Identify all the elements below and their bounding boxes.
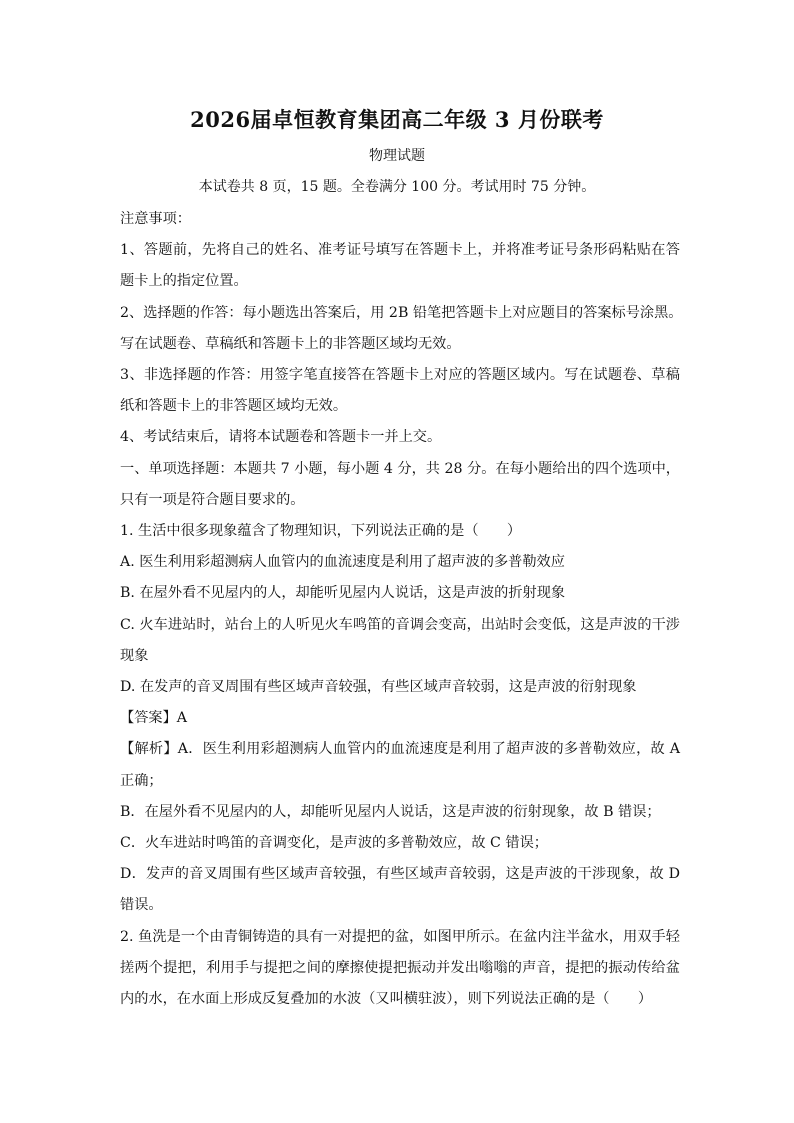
- notes-heading: 注意事项：: [120, 211, 191, 227]
- question-1-analysis-b: B．在屋外看不见屋内的人，却能听见屋内人说话，这是声波的衍射现象，故 B 错误；: [120, 803, 661, 820]
- note-item-3: 3、非选择题的作答：用签字笔直接答在答题卡上对应的答题区域内。写在试题卷、草稿纸和答题卡上的非答题区域均无效。: [120, 367, 680, 415]
- question-1-stem: 1. 生活中很多现象蕴含了物理知识，下列说法正确的是（ ）: [120, 523, 522, 540]
- note-item-1: 1、答题前，先将自己的姓名、准考证号填写在答题卡上，并将准考证号条形码粘贴在答题卡上的指定位置。: [120, 242, 680, 290]
- question-1-option-b: B. 在屋外看不见屋内的人，却能听见屋内人说话，这是声波的折射现象: [120, 585, 566, 602]
- section-heading: 一、单项选择题：本题共 7 小题，每小题 4 分，共 28 分。在每小题给出的四个选项中，只有一项是符合题目要求的。: [120, 460, 680, 508]
- question-1-analysis-c: C．火车进站时鸣笛的音调变化，是声波的多普勒效应，故 C 错误；: [120, 835, 548, 852]
- note-item-4: 4、考试结束后，请将本试题卷和答题卡一并上交。: [120, 429, 442, 446]
- question-1-analysis-d: D．发声的音叉周围有些区域声音较强，有些区域声音较弱，这是声波的干涉现象，故 D 错误。: [120, 866, 680, 914]
- question-2-stem: 2. 鱼洗是一个由青铜铸造的具有一对提把的盆，如图甲所示。在盆内注半盆水，用双手轻搓两个提把，利用手与提把之间的摩擦使提把振动并发出嗡嗡的声音，提把的振动传给盆内的水，在水面上形成反复叠加的水波（又叫横驻波），则下列说法正确的是（ ）: [120, 928, 680, 1008]
- question-1-analysis-a: 【解析】A．医生利用彩超测病人血管内的血流速度是利用了超声波的多普勒效应，故 A 正确；: [120, 741, 680, 789]
- note-item-2-continued: 写在试题卷、草稿纸和答题卡上的非答题区域均无效。: [120, 335, 461, 352]
- exam-title: 2026届卓恒教育集团高二年级 3 月份联考: [190, 107, 604, 132]
- exam-info: 本试卷共 8 页，15 题。全卷满分 100 分。考试用时 75 分钟。: [198, 179, 596, 195]
- question-1-option-d: D. 在发声的音叉周围有些区域声音较强，有些区域声音较弱，这是声波的衍射现象: [120, 679, 637, 696]
- document-body: [120, 204, 683, 1015]
- note-item-2: 2、选择题的作答：每小题选出答案后，用 2B 铅笔把答题卡上对应题目的答案标号涂黑。: [120, 304, 683, 321]
- question-1-option-c: C. 火车进站时，站台上的人听见火车鸣笛的音调会变高，出站时会变低，这是声波的干涉现象: [120, 616, 680, 664]
- exam-subject: 物理试题: [369, 148, 425, 164]
- question-1-option-a: A. 医生利用彩超测病人血管内的血流速度是利用了超声波的多普勒效应: [120, 554, 565, 571]
- question-1-answer: 【答案】A: [120, 710, 187, 727]
